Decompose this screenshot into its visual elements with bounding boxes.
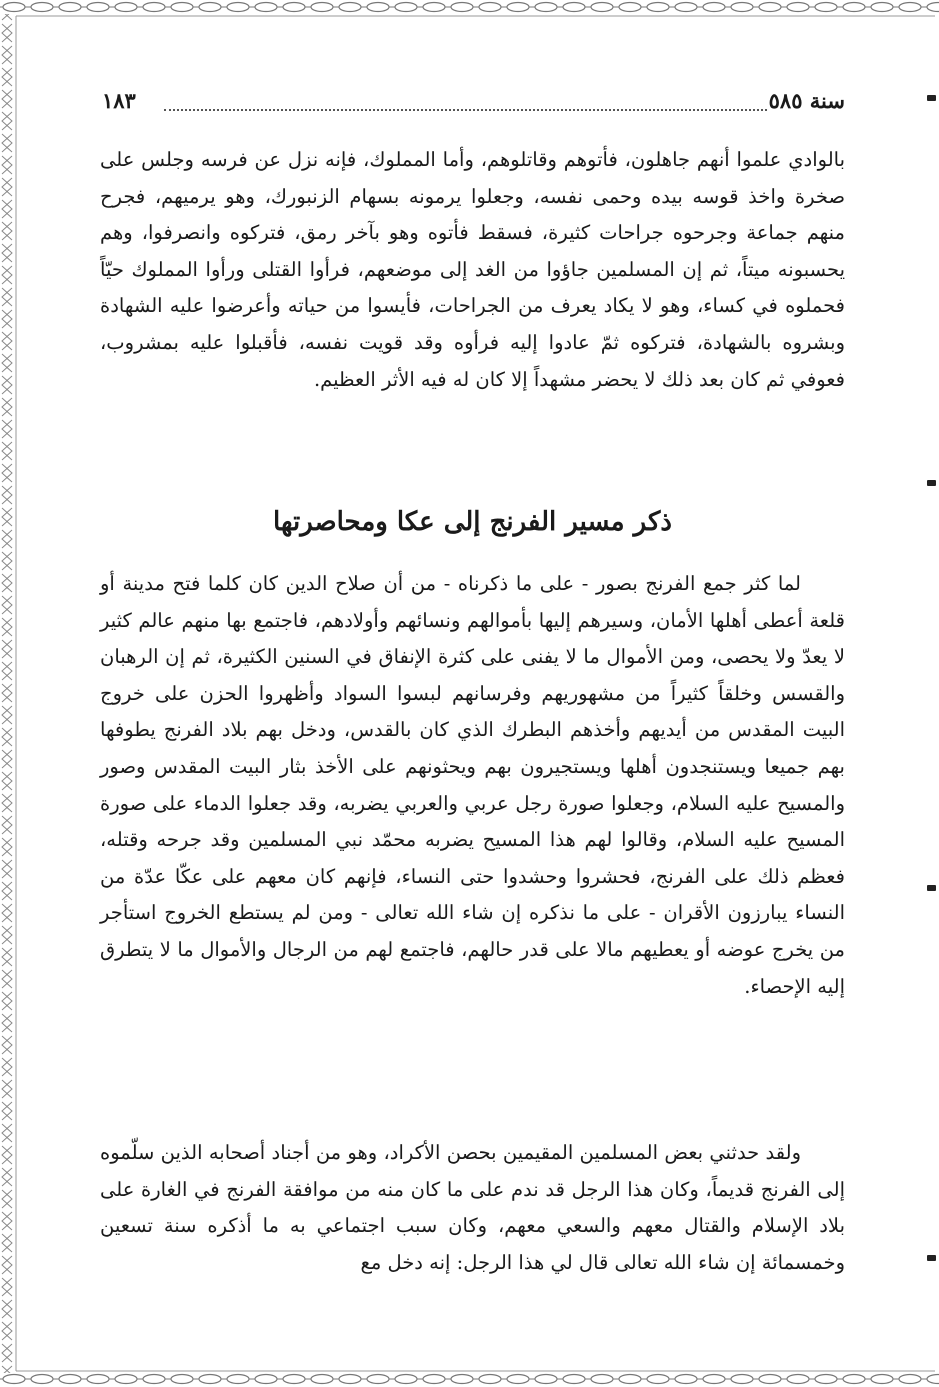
page-number: ١٨٣: [102, 88, 136, 113]
header-dotted-leader: [164, 109, 767, 111]
margin-mark-middle: [927, 885, 936, 891]
page-content: [100, 80, 845, 1340]
paragraph-3: ولقد حدثني بعض المسلمين المقيمين بحصن الأكراد، وهو من أجناد أصحابه الذين سلّموه إلى الفرنج قديماً، وكان هذا الرجل قد ندم على ما كان منه من موافقة الفرنج في الغارة على بلاد الإسلام والقتال معهم والسعي معهم، وكان سبب اجتماعي به ما أذكره سنة تسعين وخمسمائة إن شاء الله تعالى قال لي هذا الرجل: إنه دخل مع: [100, 1141, 845, 1274]
margin-mark-lower: [927, 1255, 936, 1261]
running-header-year: سنة ٥٨٥: [768, 88, 845, 113]
paragraph-1: بالوادي علموا أنهم جاهلون، فأتوهم وقاتلوهم، وأما المملوك، فإنه نزل عن فرسه وجلس على صخرة واخذ قوسه بيده وحمى نفسه، وجعلوا يرمونه بسهام الزنبورك، وهو يرميهم، فجرح منهم جماعة وجرحوه جراحات كثيرة، فسقط فأتوه وهو بآخر رمق، فتركوه وانصرفوا، وهم يحسبونه ميتاً، ثم إن المسلمين جاؤوا من الغد إلى موضعهم، فرأوا القتلى ورأوا المملوك حيّاً فحملوه في كساء، وهو لا يكاد يعرف من الجراحات، فأيسوا من حياته وأعرضوا عليه الشهادة وبشروه بالشهادة، فتركوه ثمّ عادوا إليه فرأوه وقد قويت نفسه، فأقبلوا عليه بمشروب، فعوفي ثم كان بعد ذلك لا يحضر مشهداً إلا كان له فيه الأثر العظيم.: [100, 148, 845, 391]
margin-mark-upper: [927, 480, 936, 486]
section-heading: ذكر مسير الفرنج إلى عكا ومحاصرتها: [273, 507, 672, 537]
paragraph-2: لما كثر جمع الفرنج بصور - على ما ذكرناه - من أن صلاح الدين كان كلما فتح مدينة أو قلعة أعطى أهلها الأمان، وسيرهم إليها بأموالهم ونسائهم وأولادهم، فاجتمع بها منهم عالم كثير لا يعدّ ولا يحصى، ومن الأموال ما لا يفنى على كثرة الإنفاق في السنين الكثيرة، ثم إن الرهبان والقسس وخلقاً كثيراً من مشهوريهم وفرسانهم لبسوا السواد وأظهروا الحزن على خروج البيت المقدس من أيديهم وأخذهم البطرك الذي كان بالقدس، ودخل بهم بلاد الفرنج يطوفها بهم جميعا ويستنجدون أهلها ويستجيرون بهم ويحثونهم على الأخذ بثار البيت المقدس وصور والمسيح عليه السلام، وجعلوا صورة رجل عربي والعربي يضربه، وقد جعلوا الدماء على صورة المسيح عليه السلام، وقالوا لهم هذا المسيح يضربه محمّد نبي المسلمين وقد جرحه وقتله، فعظم ذلك على الفرنج، فحشروا وحشدوا حتى النساء، فإنهم كان معهم على عكّا عدّة من النساء يبارزون الأقران - على ما نذكره إن شاء الله تعالى - ومن لم يستطع الخروج استأجر من يخرج عوضه أو يعطيهم مالا على قدر حالهم، فاجتمع لهم من الرجال والأموال ما لا يتطرق إليه الإحصاء.: [100, 572, 845, 998]
running-header: [100, 88, 845, 118]
margin-mark-top: [927, 95, 936, 101]
